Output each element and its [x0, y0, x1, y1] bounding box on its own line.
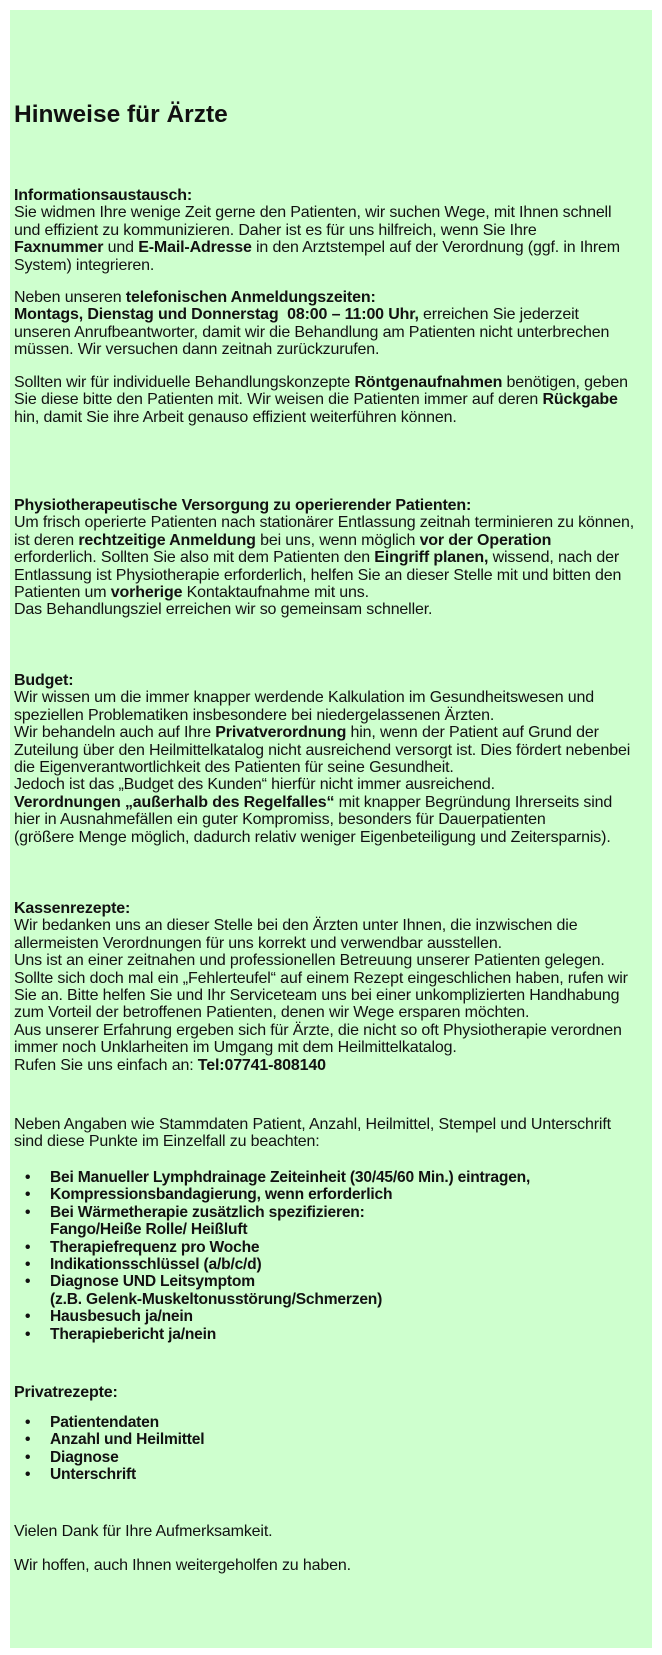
- list-item-text: Diagnose: [50, 1448, 119, 1466]
- text-line: Zuteilung über den Heilmittelkatalog nicht ausreichend versorgt ist. Dies fördert nebenbei: [14, 741, 631, 759]
- section-privatrezepte: [14, 1384, 654, 1401]
- text-line: Rufen Sie uns einfach an: Tel:07741-808140: [14, 1056, 326, 1074]
- section-heading: Privatrezepte:: [14, 1384, 118, 1401]
- text-line: Faxnummer und E-Mail-Adresse in den Arztstempel auf der Verordnung (ggf. in Ihrem: [14, 239, 620, 257]
- list-item-text: Therapiefrequenz pro Woche: [50, 1238, 260, 1256]
- section-body: [14, 1116, 654, 1151]
- list-item: [10, 1414, 650, 1431]
- bullet-icon: •: [25, 1203, 31, 1221]
- bullet-icon: •: [25, 1238, 31, 1256]
- text-line: die Eigenverantwortlichkeit des Patienten für seine Gesundheit.: [14, 758, 454, 776]
- text-line: Das Behandlungsziel erreichen wir so gemeinsam schneller.: [14, 601, 433, 619]
- list-item-text: Hausbesuch ja/nein: [50, 1308, 193, 1326]
- bullet-icon: •: [25, 1255, 31, 1273]
- list-item-text: Kompressionsbandagierung, wenn erforderlich: [50, 1186, 393, 1204]
- text-line: (größere Menge möglich, dadurch relativ weniger Eigenbeteiligung und Zeitersparnis).: [14, 828, 611, 846]
- bullet-icon: •: [25, 1186, 31, 1204]
- text-line: Jedoch ist das „Budget des Kunden“ hierfür nicht immer ausreichend.: [14, 776, 495, 794]
- text-line: Neben unseren telefonischen Anmeldungszeiten:: [14, 289, 376, 306]
- text-line: Sollten wir für individuelle Behandlungskonzepte Röntgenaufnahmen benötigen, geben: [14, 374, 628, 391]
- text-line: sind diese Punkte im Einzelfall zu beachten:: [14, 1133, 320, 1151]
- text-line: Sie widmen Ihre wenige Zeit gerne den Patienten, wir suchen Wege, mit Ihnen schnell: [14, 204, 612, 222]
- text-line: Wir bedanken uns an dieser Stelle bei den Ärzten unter Ihnen, die inzwischen die: [14, 917, 578, 935]
- section-heading: Physiotherapeutische Versorgung zu operierender Patienten:: [14, 497, 472, 514]
- section-kassenrezepte: [14, 900, 654, 1074]
- list-item-text: Therapiebericht ja/nein: [50, 1325, 217, 1343]
- list-item-text: Patientendaten: [50, 1414, 159, 1431]
- list-item: [10, 1169, 650, 1186]
- closing-thanks: Vielen Dank für Ihre Aufmerksamkeit.: [14, 1523, 273, 1540]
- section-info: [14, 187, 654, 274]
- closing-hope: Wir hoffen, auch Ihnen weitergeholfen zu haben.: [14, 1557, 351, 1574]
- list-item-text: Diagnose UND Leitsymptom: [50, 1273, 255, 1291]
- section-body: [14, 917, 654, 1074]
- text-line: Um frisch operierte Patienten nach stationärer Entlassung zeitnah terminieren zu können,: [14, 514, 635, 532]
- bullet-icon: •: [25, 1308, 31, 1326]
- text-line: Entlassung ist Physiotherapie erforderlich, helfen Sie an dieser Stelle mit und bitten den: [14, 566, 622, 584]
- list-item-text: (z.B. Gelenk-Muskeltonusstörung/Schmerzen): [50, 1290, 383, 1308]
- list-item: [10, 1326, 650, 1343]
- section-body: [14, 689, 654, 846]
- text-line: Verordnungen „außerhalb des Regelfalles“ mit knapper Begründung Ihrerseits sind: [14, 793, 613, 811]
- text-line: hin, damit Sie ihre Arbeit genauso effizient weiterführen können.: [14, 408, 457, 426]
- bullet-icon: •: [25, 1273, 31, 1291]
- text-line: Sollte sich doch mal ein „Fehlerteufel“ auf einem Rezept eingeschlichen haben, rufen wir: [14, 969, 628, 987]
- list-item: [10, 1256, 650, 1273]
- bullet-icon: •: [25, 1466, 31, 1484]
- text-line: Montags, Dienstag und Donnerstag 08:00 – 11:00 Uhr, erreichen Sie jederzeit: [14, 306, 579, 324]
- kassenrezepte-checklist: [10, 1169, 650, 1343]
- list-item-continuation: [10, 1221, 650, 1238]
- text-line: Uns ist an einer zeitnahen und professionellen Betreuung unserer Patienten gelegen.: [14, 952, 605, 970]
- list-item: [10, 1466, 650, 1483]
- list-item: [10, 1273, 650, 1290]
- list-item: [10, 1449, 650, 1466]
- section-closing-hope: [14, 1557, 654, 1574]
- section-body: [14, 204, 654, 274]
- text-line: Wir behandeln auch auf Ihre Privatverordnung hin, wenn der Patient auf Grund der: [14, 724, 599, 742]
- text-line: ist deren rechtzeitige Anmeldung bei uns, wenn möglich vor der Operation: [14, 531, 552, 549]
- section-heading: Informationsaustausch:: [14, 187, 193, 204]
- bullet-icon: •: [25, 1325, 31, 1343]
- list-item: [10, 1431, 650, 1448]
- text-line: erforderlich. Sollten Sie also mit dem Patienten den Eingriff planen, wissend, nach der: [14, 549, 620, 567]
- privatrezepte-checklist: [10, 1414, 650, 1484]
- text-line: hier in Ausnahmefällen ein guter Kompromiss, besonders für Dauerpatienten: [14, 811, 546, 829]
- section-budget: [14, 672, 654, 846]
- section-heading: Budget:: [14, 672, 74, 689]
- text-line: speziellen Problematiken insbesondere bei niedergelassenen Ärzten.: [14, 706, 495, 724]
- list-item: [10, 1308, 650, 1325]
- list-item-text: Fango/Heiße Rolle/ Heißluft: [50, 1221, 248, 1239]
- section-body: [14, 374, 654, 426]
- section-xray: [14, 374, 654, 426]
- section-body: [14, 289, 654, 359]
- page-title: Hinweise für Ärzte: [14, 101, 228, 128]
- text-line: Wir wissen um die immer knapper werdende Kalkulation im Gesundheitswesen und: [14, 689, 594, 707]
- text-line: System) integrieren.: [14, 256, 155, 274]
- text-line: Sie diese bitte den Patienten mit. Wir weisen die Patienten immer auf deren Rückgabe: [14, 391, 618, 409]
- list-item: [10, 1204, 650, 1221]
- text-line: und effizient zu kommunizieren. Daher ist es für uns hilfreich, wenn Sie Ihre: [14, 221, 537, 239]
- text-line: Aus unserer Erfahrung ergeben sich für Ärzte, die nicht so oft Physiotherapie verordnen: [14, 1021, 622, 1039]
- list-item-text: Bei Manueller Lymphdrainage Zeiteinheit (30/45/60 Min.) eintragen,: [50, 1169, 531, 1186]
- list-item-continuation: [10, 1291, 650, 1308]
- text-line: Sie an. Bitte helfen Sie und Ihr Serviceteam uns bei einer unkomplizierten Handhabung: [14, 986, 620, 1004]
- list-item-text: Anzahl und Heilmittel: [50, 1431, 205, 1449]
- section-heading: Kassenrezepte:: [14, 900, 131, 917]
- text-line: zum Vorteil der betroffenen Patienten, denen wir Wege ersparen möchten.: [14, 1004, 530, 1022]
- text-line: unseren Anrufbeantworter, damit wir die Behandlung am Patienten nicht unterbrechen: [14, 323, 610, 341]
- bullet-icon: •: [25, 1414, 31, 1431]
- bullet-icon: •: [25, 1448, 31, 1466]
- text-line: Neben Angaben wie Stammdaten Patient, Anzahl, Heilmittel, Stempel und Unterschrift: [14, 1116, 611, 1133]
- list-item-text: Indikationsschlüssel (a/b/c/d): [50, 1255, 262, 1273]
- bullet-icon: •: [25, 1169, 31, 1186]
- section-closing: [14, 1523, 654, 1540]
- text-line: müssen. Wir versuchen dann zeitnah zurückzurufen.: [14, 341, 380, 359]
- list-item: [10, 1239, 650, 1256]
- text-line: immer noch Unklarheiten im Umgang mit dem Heilmittelkatalog.: [14, 1039, 457, 1057]
- bullet-icon: •: [25, 1431, 31, 1449]
- text-line: Patienten um vorherige Kontaktaufnahme mit uns.: [14, 583, 369, 601]
- section-body: [14, 514, 654, 618]
- notice-page: [10, 10, 652, 1648]
- text-line: allermeisten Verordnungen für uns korrekt und verwendbar ausstellen.: [14, 934, 502, 952]
- list-item: [10, 1186, 650, 1203]
- section-surgery: [14, 497, 654, 619]
- section-phone: [14, 289, 654, 359]
- section-details-intro: [14, 1116, 654, 1151]
- list-item-text: Unterschrift: [50, 1466, 136, 1484]
- list-item-text: Bei Wärmetherapie zusätzlich spezifizieren:: [50, 1203, 365, 1221]
